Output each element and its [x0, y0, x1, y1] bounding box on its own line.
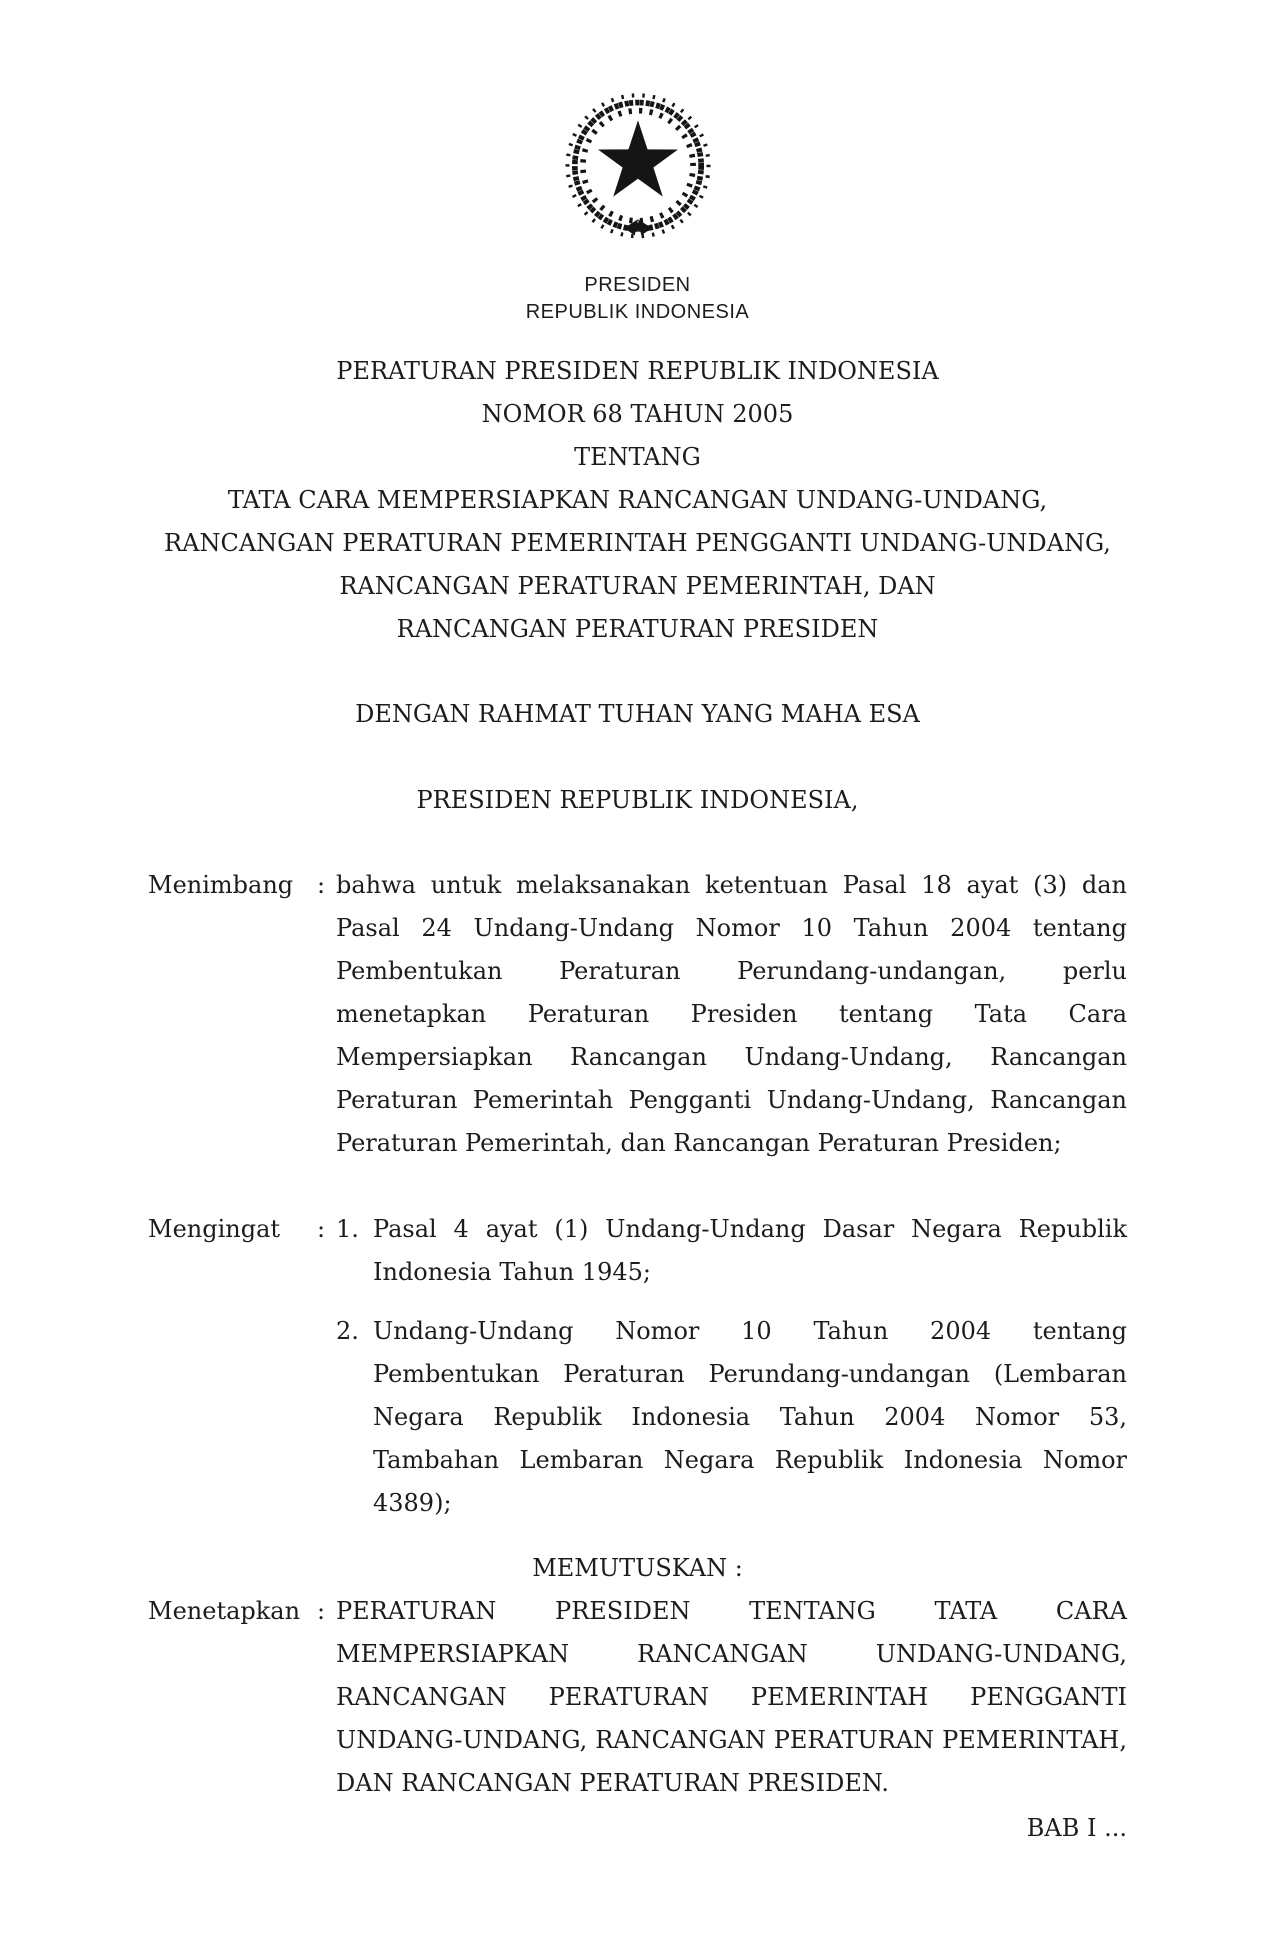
decision-heading: MEMUTUSKAN : — [532, 1554, 743, 1582]
letterhead-line1: PRESIDEN — [584, 274, 691, 296]
star-icon — [597, 120, 677, 196]
legal-basis-colon: : — [317, 1215, 326, 1243]
title-line-subject-2: RANCANGAN PERATURAN PEMERINTAH PENGGANTI UNDANG-UNDANG, — [164, 529, 1111, 557]
legal-basis-label: Mengingat — [148, 1215, 281, 1243]
item-number: 2. — [336, 1317, 359, 1345]
item-number: 1. — [336, 1215, 359, 1243]
title-line-tentang: TENTANG — [574, 443, 701, 471]
considerations-clause — [148, 864, 1127, 1165]
legal-basis-clause — [148, 1208, 1127, 1525]
letterhead-line2: REPUBLIK INDONESIA — [525, 301, 750, 323]
legal-basis-item — [336, 1310, 1127, 1525]
legal-basis-items — [336, 1208, 1127, 1525]
title-line-subject-4: RANCANGAN PERATURAN PRESIDEN — [396, 615, 879, 643]
authority-line: PRESIDEN REPUBLIK INDONESIA, — [416, 786, 859, 814]
presidential-seal-icon — [557, 88, 719, 250]
ribbon-bow-icon — [624, 219, 652, 235]
invocation-line: DENGAN RAHMAT TUHAN YANG MAHA ESA — [355, 700, 920, 728]
enactment-label: Menetapkan — [148, 1597, 301, 1625]
title-line-subject-3: RANCANGAN PERATURAN PEMERINTAH, DAN — [339, 572, 936, 600]
catchword: BAB I ... — [1026, 1814, 1127, 1842]
considerations-colon: : — [317, 871, 326, 899]
legal-basis-item — [336, 1208, 1127, 1294]
enactment-colon: : — [317, 1597, 326, 1625]
document-title — [148, 350, 1127, 651]
enactment-clause — [148, 1590, 1127, 1805]
title-line-number: NOMOR 68 TAHUN 2005 — [481, 400, 794, 428]
title-line-regulation: PERATURAN PRESIDEN REPUBLIK INDONESIA — [336, 357, 939, 385]
item-text: Pasal 4 ayat (1) Undang-Undang Dasar Negara Republik Indonesia Tahun 1945; — [373, 1215, 1127, 1286]
letterhead-text — [148, 272, 1127, 326]
considerations-label: Menimbang — [148, 871, 294, 899]
considerations-text: bahwa untuk melaksanakan ketentuan Pasal 18 ayat (3) dan Pasal 24 Undang-Undang Nomor 10 Tahun 2004 tentang Pembentukan Peraturan Perundang-undangan, perlu menetapkan Peraturan Presiden tentang Tata Cara Mempersiapkan Rancangan Undang-Undang, Rancangan Peraturan Pemerintah Pengganti Undang-Undang, Rancangan Peraturan Pemerintah, dan Rancangan Peraturan Presiden; — [336, 871, 1127, 1157]
letterhead — [148, 88, 1127, 326]
enactment-text: PERATURAN PRESIDEN TENTANG TATA CARA MEMPERSIAPKAN RANCANGAN UNDANG-UNDANG, RANCANGAN PERATURAN PEMERINTAH PENGGANTI UNDANG-UNDANG, RANCANGAN PERATURAN PEMERINTAH, DAN RANCANGAN PERATURAN PRESIDEN. — [336, 1597, 1127, 1797]
title-line-subject-1: TATA CARA MEMPERSIAPKAN RANCANGAN UNDANG-UNDANG, — [227, 486, 1048, 514]
item-text: Undang-Undang Nomor 10 Tahun 2004 tentang Pembentukan Peraturan Perundang-undangan (Lembaran Negara Republik Indonesia Tahun 2004 Nomor 53, Tambahan Lembaran Negara Republik Indonesia Nomor 4389); — [373, 1317, 1127, 1517]
